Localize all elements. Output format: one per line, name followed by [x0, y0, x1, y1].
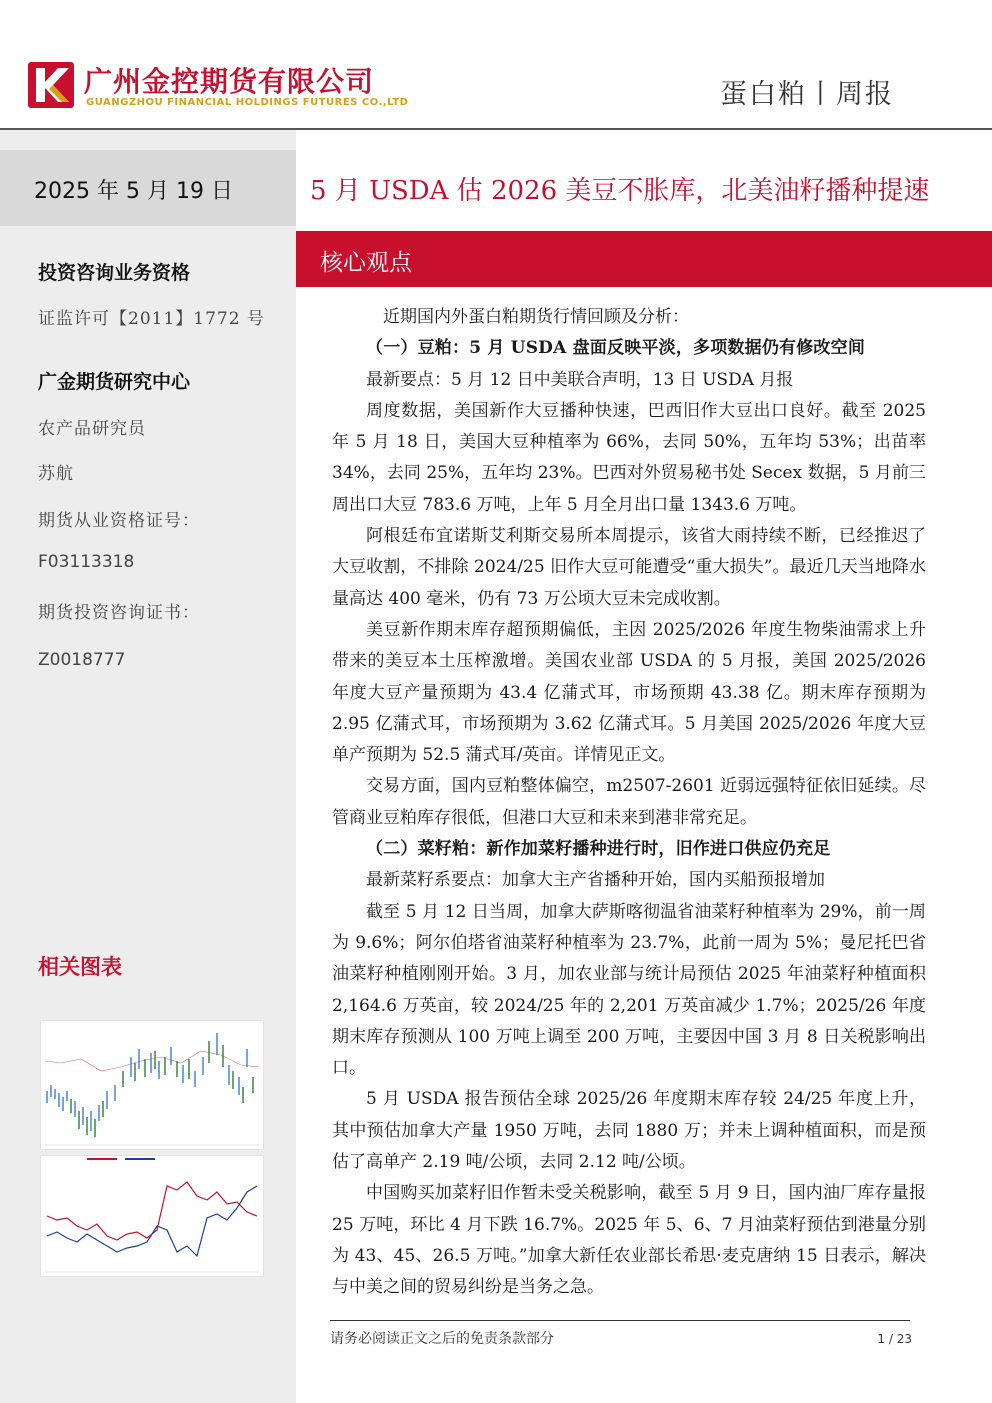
page-header [0, 0, 992, 130]
body-paragraph: 5 月 USDA 报告预估全球 2025/26 年度期末库存较 24/25 年度上升，其中预估加拿大产量 1950 万吨，去同 1880 万；并未上调种植面积，而是预估了高单产 2.19 吨/公顷，去同 2.12 吨/公顷。 [332, 1089, 926, 1173]
related-chart-thumbnail[interactable] [40, 1020, 264, 1150]
analyst-role: 农产品研究员 [38, 419, 146, 439]
body-paragraph: 周度数据，美国新作大豆播种快速，巴西旧作大豆出口良好。截至 2025 年 5 月 18 日，美国大豆种植率为 66%，去同 50%，五年均 53%；出苗率 34%，去同 25%，五年均 23%。巴西对外贸易秘书处 Secex 数据，5 月前三周出口大豆 783.6 万吨，上年 5 月全月出口量 1343.6 万吨。 [332, 400, 926, 515]
research-center: 广金期货研究中心 [38, 371, 191, 393]
candlestick-thumbnail-image [41, 1021, 263, 1149]
section-heading: 核心观点 [320, 250, 412, 276]
body-paragraph: 交易方面，国内豆粕整体偏空，m2507-2601 近弱远强特征依旧延续。尽管商业豆粕库存很低，但港口大豆和未来到港非常充足。 [332, 776, 926, 828]
body-paragraph: 近期国内外蛋白粕期货行情回顾及分析： [383, 307, 689, 327]
consult-cert-number: Z0018777 [38, 650, 126, 670]
related-charts-heading: 相关图表 [38, 955, 122, 979]
footer-divider [330, 1320, 910, 1321]
body-paragraph: 阿根廷布宜诺斯艾利斯交易所本周提示，该省大雨持续不断，已经推迟了大豆收割，不排除 2024/25 旧作大豆可能遭受“重大损失”。最近几天当地降水量高达 400 毫米，仍有 73 万公顷大豆未完成收割。 [332, 526, 926, 609]
license-number: 证监许可【2011】1772 号 [38, 309, 265, 329]
page-number: 1 / 23 [877, 1332, 912, 1346]
body-paragraph: 中国购买加菜籽旧作暂未受关税影响，截至 5 月 9 日，国内油厂库存量报 25 万吨，环比 4 月下跌 16.7%。2025 年 5、6、7 月油菜籽预估到港量分别为 43、45、26.5 万吨。”加拿大新任农业部长希思·麦克唐纳 15 日表示，解决与中美之间的贸易纠纷是当务之急。 [332, 1183, 926, 1298]
company-name-en: GUANGZHOU FINANCIAL HOLDINGS FUTURES CO.,LTD [86, 97, 409, 108]
report-type: 蛋白粕丨周报 [720, 79, 894, 110]
company-name-cn: 广州金控期货有限公司 [84, 65, 375, 98]
subsection-heading: （一）豆粕：5 月 USDA 盘面反映平淡，多项数据仍有修改空间 [366, 338, 866, 359]
body-paragraph: 最新菜籽系要点：加拿大主产省播种开始，国内买船预报增加 [366, 870, 825, 891]
futures-cert-label: 期货从业资格证号： [38, 511, 200, 531]
related-chart-thumbnail[interactable] [40, 1155, 264, 1277]
subsection-heading: （二）菜籽粕：新作加菜籽播种进行时，旧作进口供应仍充足 [366, 839, 831, 860]
report-title: 5 月 USDA 估 2026 美豆不胀库，北美油籽播种提速 [310, 176, 930, 206]
company-logo-icon [28, 62, 74, 108]
line-chart-thumbnail-image [41, 1156, 263, 1276]
body-paragraph: 美豆新作期末库存超预期偏低，主因 2025/2026 年度生物柴油需求上升带来的美豆本土压榨激增。美国农业部 USDA 的 5 月报，美国 2025/2026 年度大豆产量预期为 43.4 亿蒲式耳，市场预期 43.38 亿。期末库存预期为 2.95 亿蒲式耳，市场预期为 3.62 亿蒲式耳。5 月美国 2025/2026 年度大豆单产预期为 52.5 蒲式耳/英亩。详情见正文。 [332, 619, 926, 766]
body-paragraph: 最新要点：5 月 12 日中美联合声明，13 日 USDA 月报 [366, 369, 794, 390]
qualification-title: 投资咨询业务资格 [38, 262, 191, 284]
report-body [332, 302, 926, 1304]
report-date: 2025 年 5 月 19 日 [34, 179, 233, 204]
disclaimer-note: 请务必阅读正文之后的免责条款部分 [330, 1331, 554, 1347]
futures-cert-number: F03113318 [38, 552, 135, 572]
consult-cert-label: 期货投资咨询证书： [38, 603, 200, 623]
analyst-name: 苏航 [38, 464, 74, 484]
body-paragraph: 截至 5 月 12 日当周，加拿大萨斯喀彻温省油菜籽种植率为 29%，前一周为 9.6%；阿尔伯塔省油菜籽种植率为 23.7%，此前一周为 5%；曼尼托巴省油菜籽种植刚刚开始。3 月，加农业部与统计局预估 2025 年油菜籽种植面积 2,164.6 万英亩，较 2024/25 年的 2,201 万英亩减少 1.7%；2025/26 年度期末库存预测从 100 万吨上调至 200 万吨，主要因中国 3 月 8 日关税影响出口。 [332, 901, 926, 1079]
